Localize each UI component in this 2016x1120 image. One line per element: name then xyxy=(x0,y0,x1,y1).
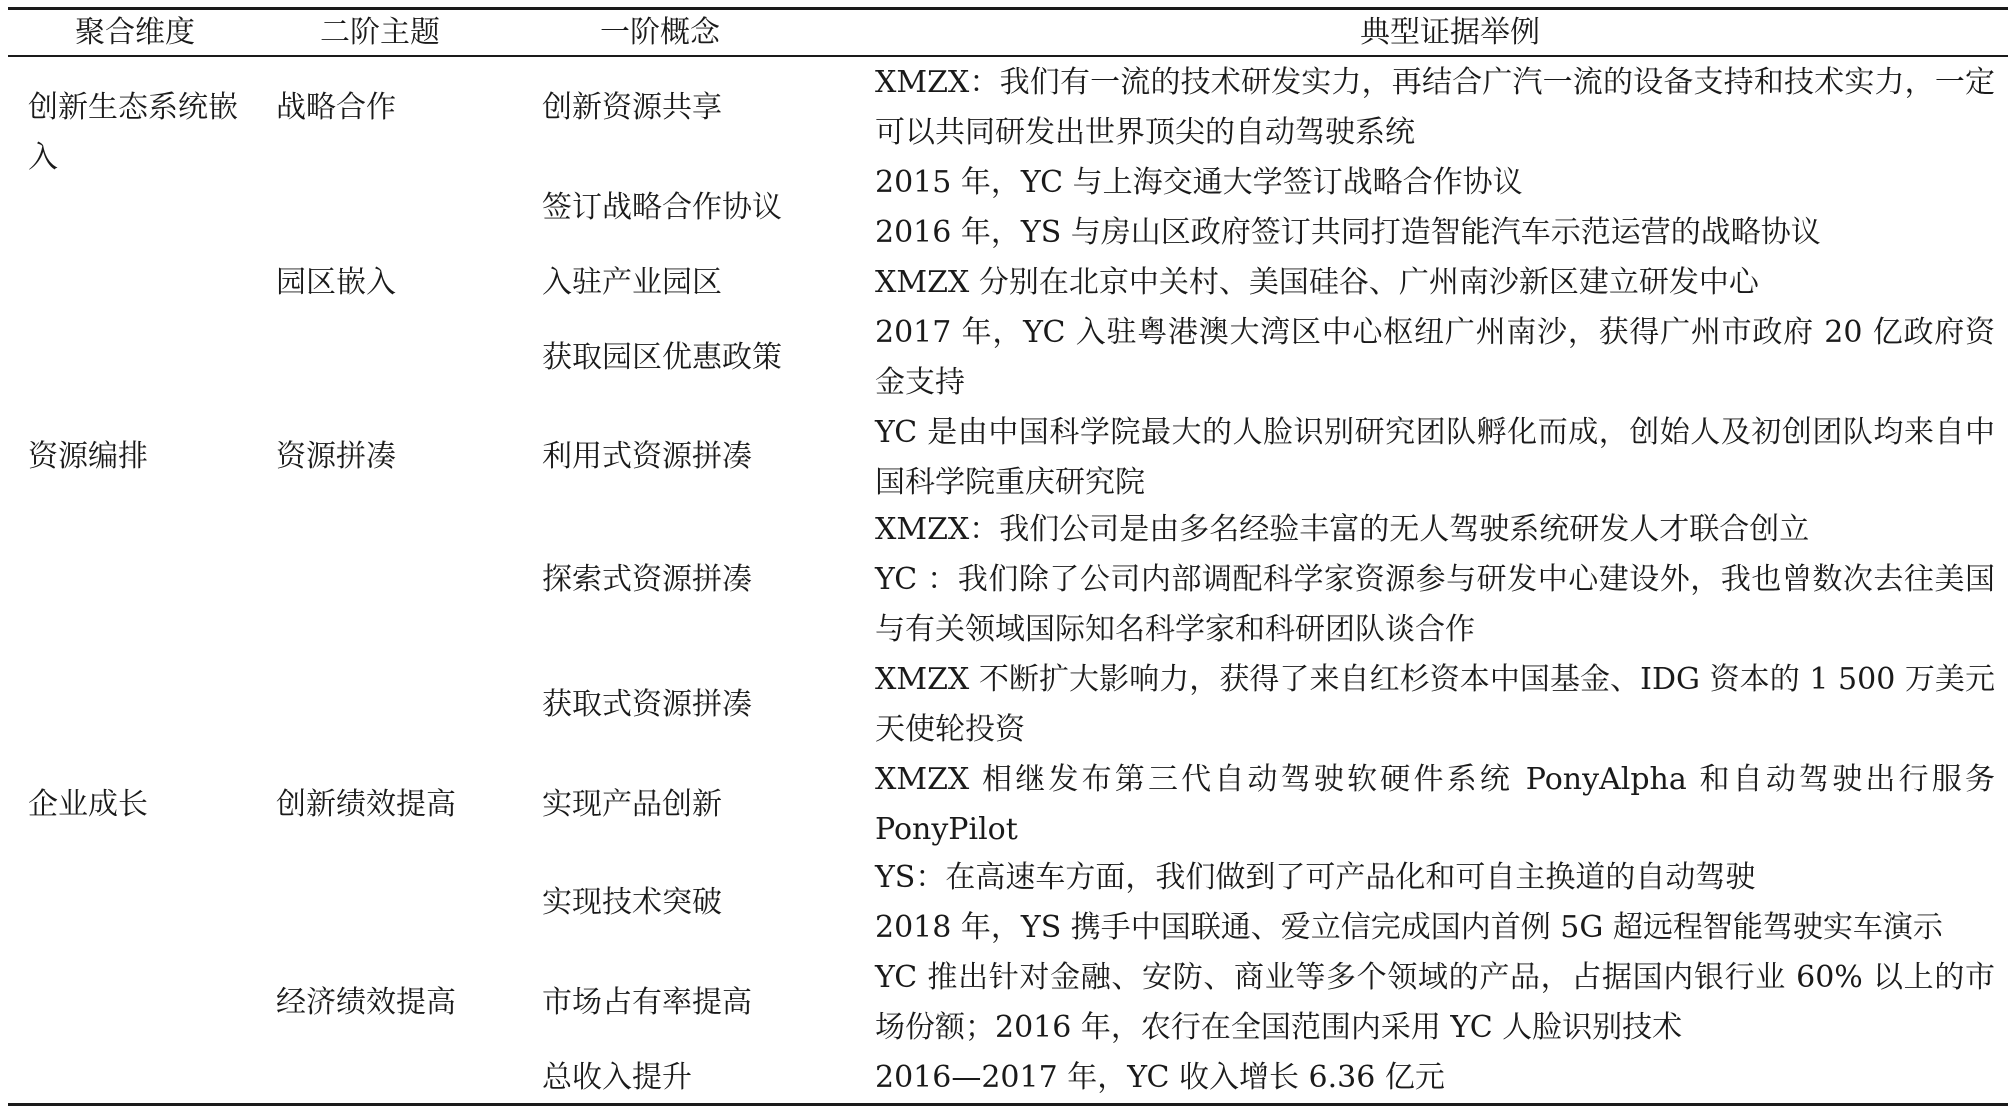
second-order-theme-cell: 经济绩效提高 xyxy=(276,985,456,1020)
header-first-order-concept: 一阶概念 xyxy=(600,15,720,50)
first-order-concept-cell: 实现产品创新 xyxy=(542,787,722,822)
first-order-concept-cell: 实现技术突破 xyxy=(542,885,722,920)
aggregate-dimension-cell: 资源编排 xyxy=(28,439,148,474)
second-order-theme-cell: 战略合作 xyxy=(276,90,396,125)
first-order-concept-cell: 创新资源共享 xyxy=(542,90,722,125)
evidence-cell: XMZX 分别在北京中关村、美国硅谷、广州南沙新区建立研发中心 xyxy=(875,265,1759,300)
first-order-concept-cell: 入驻产业园区 xyxy=(542,265,722,300)
table-bottom-rule xyxy=(8,1103,2008,1106)
first-order-concept-cell: 签订战略合作协议 xyxy=(542,190,782,225)
header-evidence-examples: 典型证据举例 xyxy=(1360,15,1540,50)
evidence-cell: XMZX：我们公司是由多名经验丰富的无人驾驶系统研发人才联合创立 xyxy=(875,512,1810,547)
evidence-cell: 2016—2017 年，YC 收入增长 6.36 亿元 xyxy=(875,1060,1445,1095)
aggregate-dimension-cell: 企业成长 xyxy=(28,787,148,822)
evidence-cell: 2017 年，YC 入驻粤港澳大湾区中心枢纽广州南沙，获得广州市政府 20 亿政府资金支持 xyxy=(875,315,1995,400)
evidence-cell: YS：在高速车方面，我们做到了可产品化和可自主换道的自动驾驶 xyxy=(875,860,1756,895)
header-aggregate-dimension: 聚合维度 xyxy=(75,15,195,50)
first-order-concept-cell: 市场占有率提高 xyxy=(542,985,752,1020)
first-order-concept-cell: 探索式资源拼凑 xyxy=(542,562,752,597)
first-order-concept-cell: 总收入提升 xyxy=(542,1060,692,1095)
evidence-cell: XMZX 相继发布第三代自动驾驶软硬件系统 PonyAlpha 和自动驾驶出行服务 PonyPilot xyxy=(875,762,1995,847)
aggregate-dimension-cell: 创新生态系统嵌入 xyxy=(28,90,238,175)
first-order-concept-cell: 利用式资源拼凑 xyxy=(542,439,752,474)
evidence-cell: YC 推出针对金融、安防、商业等多个领域的产品，占据国内银行业 60% 以上的市场份额；2016 年，农行在全国范围内采用 YC 人脸识别技术 xyxy=(875,960,1995,1045)
evidence-cell: 2016 年，YS 与房山区政府签订共同打造智能汽车示范运营的战略协议 xyxy=(875,215,1821,250)
evidence-cell: 2018 年，YS 携手中国联通、爱立信完成国内首例 5G 超远程智能驾驶实车演示 xyxy=(875,910,1943,945)
evidence-cell: XMZX 不断扩大影响力，获得了来自红杉资本中国基金、IDG 资本的 1 500 万美元天使轮投资 xyxy=(875,662,1995,747)
header-second-order-theme: 二阶主题 xyxy=(320,15,440,50)
first-order-concept-cell: 获取园区优惠政策 xyxy=(542,340,782,375)
evidence-cell: XMZX：我们有一流的技术研发实力，再结合广汽一流的设备支持和技术实力，一定可以共同研发出世界顶尖的自动驾驶系统 xyxy=(875,65,1995,150)
second-order-theme-cell: 园区嵌入 xyxy=(276,265,396,300)
evidence-cell: 2015 年，YC 与上海交通大学签订战略合作协议 xyxy=(875,165,1523,200)
second-order-theme-cell: 资源拼凑 xyxy=(276,439,396,474)
evidence-cell: YC ：我们除了公司内部调配科学家资源参与研发中心建设外，我也曾数次去往美国与有关领域国际知名科学家和科研团队谈合作 xyxy=(875,562,1995,647)
table-header-rule xyxy=(8,55,2008,57)
second-order-theme-cell: 创新绩效提高 xyxy=(276,787,456,822)
first-order-concept-cell: 获取式资源拼凑 xyxy=(542,687,752,722)
evidence-cell: YC 是由中国科学院最大的人脸识别研究团队孵化而成，创始人及初创团队均来自中国科学院重庆研究院 xyxy=(875,415,1995,500)
